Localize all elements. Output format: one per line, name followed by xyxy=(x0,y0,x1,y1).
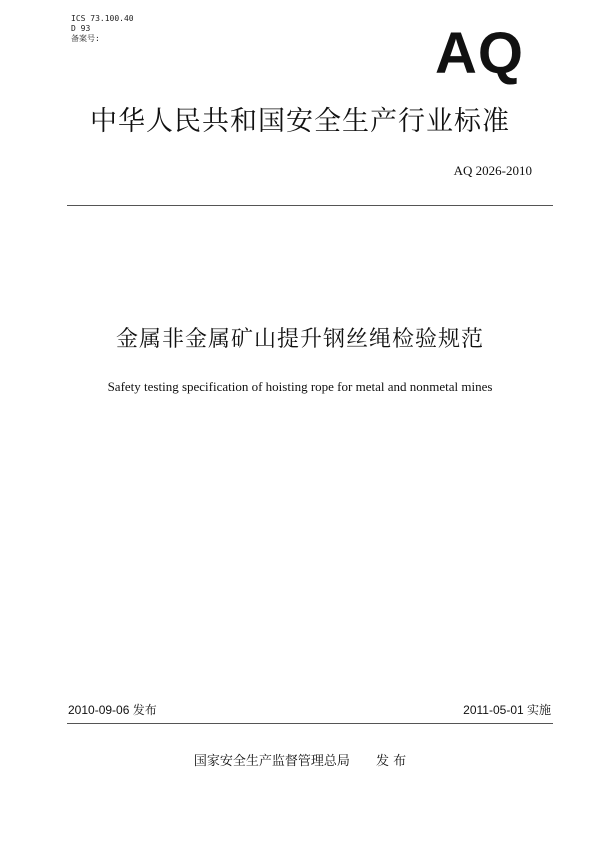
standard-number: AQ 2026-2010 xyxy=(453,163,532,178)
publisher-line xyxy=(0,753,600,771)
classification-block xyxy=(71,14,134,44)
ccs-code: D 93 xyxy=(71,24,91,33)
implementation-date: 2011-05-01 实施 xyxy=(463,703,551,717)
bottom-divider xyxy=(67,723,553,724)
document-title-en: Safety testing specification of hoisting rope for metal and nonmetal mines xyxy=(107,379,493,394)
aq-logo: AQ xyxy=(435,21,524,86)
publisher-name: 国家安全生产监督管理总局 xyxy=(193,754,350,769)
issuer-title: 中华人民共和国安全生产行业标准 xyxy=(90,106,510,137)
document-title-cn: 金属非金属矿山提升钢丝绳检验规范 xyxy=(115,327,484,352)
top-divider xyxy=(67,205,553,206)
ics-code: ICS 73.100.40 xyxy=(71,14,134,23)
filing-number-label: 备案号: xyxy=(71,34,100,43)
issue-date: 2010-09-06 发布 xyxy=(68,703,157,717)
publish-label: 发 布 xyxy=(375,754,407,769)
